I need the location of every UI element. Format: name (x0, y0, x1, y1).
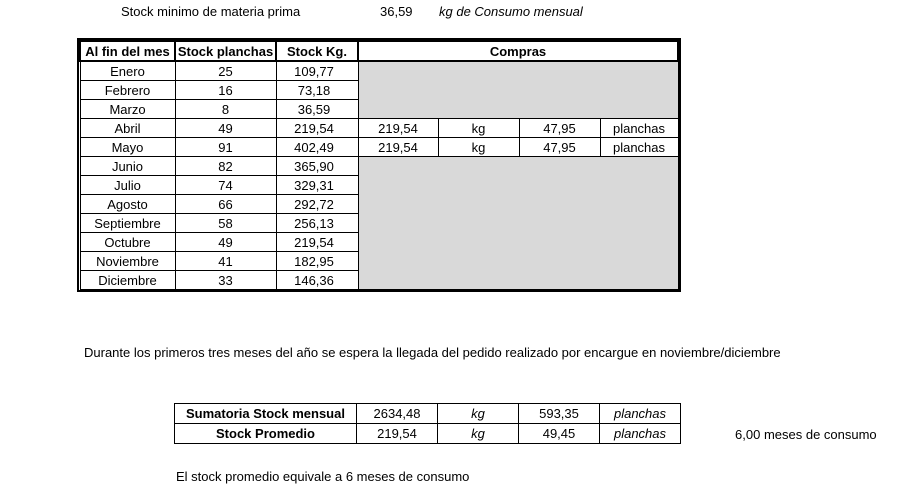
summary-kg-unit: kg (438, 404, 519, 424)
summary-planchas-unit: planchas (600, 404, 681, 424)
header-compras: Compras (358, 41, 678, 61)
table-row (80, 138, 678, 157)
planchas-cell: 74 (175, 176, 276, 195)
stock-min-unit: kg de Consumo mensual (439, 4, 583, 19)
summary-planchas: 593,35 (519, 404, 600, 424)
summary-kg-unit: kg (438, 424, 519, 444)
planchas-cell: 25 (175, 61, 276, 81)
planchas-cell: 58 (175, 214, 276, 233)
note-text: Durante los primeros tres meses del año se espera la llegada del pedido realizado por encargue en noviembre/diciembre (84, 345, 781, 360)
months-label: meses de consumo (763, 427, 877, 442)
table-row (80, 119, 678, 138)
table-row (80, 157, 678, 176)
planchas-cell: 82 (175, 157, 276, 176)
months-of-consumption (735, 427, 877, 442)
month-cell: Agosto (80, 195, 175, 214)
kg-cell: 219,54 (276, 233, 358, 252)
planchas-cell: 16 (175, 81, 276, 100)
month-cell: Junio (80, 157, 175, 176)
header-kg: Stock Kg. (276, 41, 358, 61)
kg-cell: 109,77 (276, 61, 358, 81)
summary-kg: 219,54 (357, 424, 438, 444)
planchas-cell: 41 (175, 252, 276, 271)
kg-cell: 365,90 (276, 157, 358, 176)
table-row (175, 404, 681, 424)
compra-kg-cell: 219,54 (358, 138, 438, 157)
summary-label: Stock Promedio (175, 424, 357, 444)
month-cell: Diciembre (80, 271, 175, 290)
month-cell: Octubre (80, 233, 175, 252)
kg-cell: 292,72 (276, 195, 358, 214)
table-row (175, 424, 681, 444)
planchas-cell: 8 (175, 100, 276, 119)
header-month: Al fin del mes (80, 41, 175, 61)
month-cell: Noviembre (80, 252, 175, 271)
stock-table-header (80, 41, 678, 61)
months-value: 6,00 (735, 427, 761, 442)
compras-empty-block (358, 157, 678, 290)
kg-cell: 73,18 (276, 81, 358, 100)
month-cell: Septiembre (80, 214, 175, 233)
compra-kg-unit-cell: kg (438, 119, 519, 138)
compra-kg-unit-cell: kg (438, 138, 519, 157)
compra-planchas-unit-cell: planchas (600, 138, 678, 157)
summary-table (174, 403, 681, 444)
planchas-cell: 49 (175, 119, 276, 138)
summary-label: Sumatoria Stock mensual (175, 404, 357, 424)
kg-cell: 329,31 (276, 176, 358, 195)
summary-planchas-unit: planchas (600, 424, 681, 444)
stock-table (79, 40, 679, 290)
conclusion-text: El stock promedio equivale a 6 meses de consumo (176, 469, 470, 484)
summary-kg: 2634,48 (357, 404, 438, 424)
kg-cell: 256,13 (276, 214, 358, 233)
planchas-cell: 91 (175, 138, 276, 157)
planchas-cell: 49 (175, 233, 276, 252)
compra-planchas-cell: 47,95 (519, 119, 600, 138)
month-cell: Febrero (80, 81, 175, 100)
kg-cell: 36,59 (276, 100, 358, 119)
stock-min-value: 36,59 (380, 4, 413, 19)
planchas-cell: 66 (175, 195, 276, 214)
compra-planchas-cell: 47,95 (519, 138, 600, 157)
month-cell: Julio (80, 176, 175, 195)
month-cell: Mayo (80, 138, 175, 157)
month-cell: Abril (80, 119, 175, 138)
month-cell: Enero (80, 61, 175, 81)
month-cell: Marzo (80, 100, 175, 119)
compra-planchas-unit-cell: planchas (600, 119, 678, 138)
kg-cell: 182,95 (276, 252, 358, 271)
kg-cell: 146,36 (276, 271, 358, 290)
kg-cell: 219,54 (276, 119, 358, 138)
table-row (80, 61, 678, 81)
stock-min-label: Stock minimo de materia prima (121, 4, 301, 19)
planchas-cell: 33 (175, 271, 276, 290)
kg-cell: 402,49 (276, 138, 358, 157)
compras-empty-block (358, 61, 678, 119)
header-planchas: Stock planchas (175, 41, 276, 61)
compra-kg-cell: 219,54 (358, 119, 438, 138)
summary-planchas: 49,45 (519, 424, 600, 444)
